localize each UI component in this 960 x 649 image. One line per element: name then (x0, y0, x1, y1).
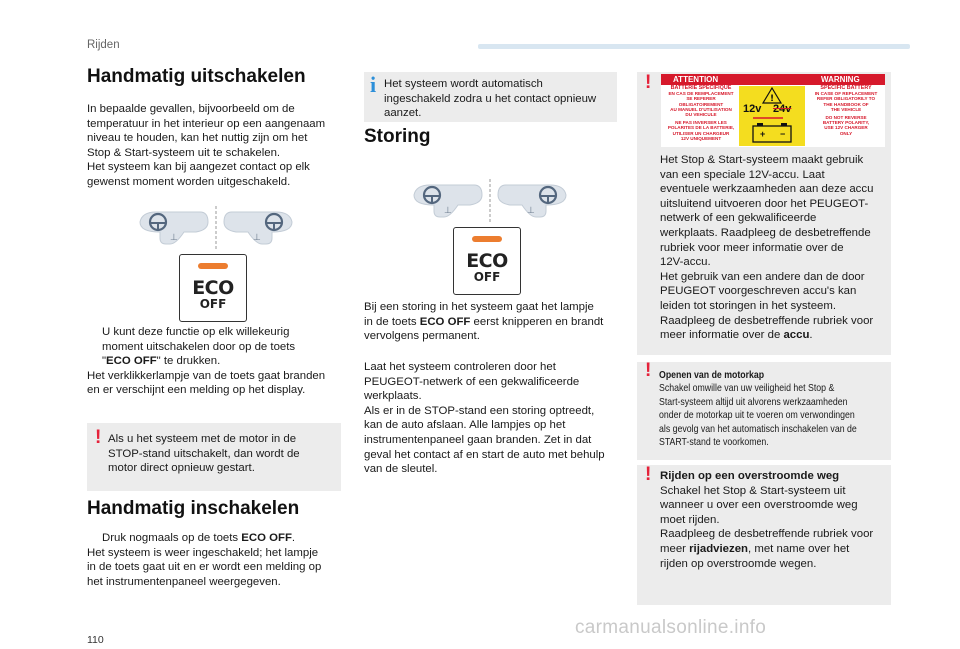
info-icon: i (370, 72, 377, 97)
info-panel-auto-on: i Het systeem wordt automatisch ingeschakeld zodra u het contact opnieuw aanzet. (364, 72, 617, 122)
eco-label: ECO (192, 277, 234, 299)
warning-panel-flood: ! Rijden op een overstroomde weg Schakel het Stop & Start-systeem uit wanneer u over een overstroomde weg moet rijden. Raadpleeg de desbetreffende rubriek voor meer rijadviezen, met name over het rijden op overstroomde wegen. (637, 465, 891, 605)
warning-icon: ! (645, 72, 652, 93)
warning-icon: ! (95, 427, 102, 448)
label-pictogram: ! 12v 24v + − (739, 86, 805, 146)
eco-off-button-image (179, 254, 247, 322)
eco-off-fault-illustration (410, 177, 570, 295)
eco-off-illustration (136, 204, 296, 322)
eco-label: ECO (466, 250, 508, 272)
steering-wheels-icon (410, 177, 570, 227)
heading-fault: Storing (364, 126, 431, 147)
step-enable: Druk nogmaals op de toets ECO OFF. Het systeem is weer ingeschakeld; het lampje in de toets gaat uit en er wordt een melding op het instrumentenpaneel weergegeven. (87, 532, 322, 588)
heading-manual-on: Handmatig inschakelen (87, 498, 300, 519)
heading-manual-off: Handmatig uitschakelen (87, 66, 306, 87)
bonnet-title: Openen van de motorkap (659, 370, 765, 381)
svg-text:⊥: ⊥ (527, 206, 535, 216)
led-indicator (198, 263, 228, 269)
step-disable: U kunt deze functie op elk willekeurig moment uitschakelen door op de toets "ECO OFF" te drukken. Het verklikkerlampje van de toets gaat branden en er verschijnt een melding op het display. (87, 326, 326, 397)
header-bar (478, 44, 910, 49)
flood-title: Rijden op een overstroomde weg (660, 470, 840, 482)
battery-text: Het Stop & Start-systeem maakt gebruik van een speciale 12V-accu. Laat eventuele werkzaamheden aan deze accu uitsluitend uitvoeren door het PEUGEOT- netwerk of een gekwalificeerde werkplaats. Raadpleeg de desbetreffende rubriek voor meer informatie over de 12V-accu. Het gebruik van een andere dan de door PEUGEOT voorgeschreven accu's kan leiden tot storingen in het systeem. Raadpleeg de desbetreffende rubriek voor meer informatie over de accu. (660, 154, 874, 342)
warning-icon: ! (645, 464, 652, 485)
eco-off-button-image (453, 227, 521, 295)
page-number: 110 (87, 634, 104, 646)
battery-icon (739, 86, 805, 146)
bullet-icon (87, 531, 102, 546)
led-indicator (472, 236, 502, 242)
svg-text:⊥: ⊥ (170, 233, 178, 243)
warning-panel-restart: ! Als u het systeem met de motor in de STOP-stand uitschakelt, dan wordt de motor direct opnieuw gestart. (87, 423, 341, 491)
off-label: OFF (199, 297, 227, 311)
svg-text:⊥: ⊥ (444, 206, 452, 216)
bullet-icon (87, 325, 102, 369)
off-label: OFF (473, 270, 501, 284)
warning-panel-battery (637, 72, 891, 355)
warning-panel-bonnet: ! Openen van de motorkap Schakel omwille van uw veiligheid het Stop & Start-systeem altijd uit alvorens werkzaamheden onder de motorkap uit te voeren om verwondingen als gevolg van het automatisch inschakelen van de START-stand te voorkomen. (637, 362, 891, 460)
intro-text: In bepaalde gevallen, bijvoorbeeld om de temperatuur in het interieur op een aangenaam niveau te houden, kan het nuttig zijn om het Stop & Start-systeem uit te schakelen. Het systeem kan bij aangezet contact op elk gewenst moment worden uitgeschakeld. (87, 103, 326, 188)
fault-text-1: Bij een storing in het systeem gaat het lampje in de toets ECO OFF eerst knipperen en brandt vervolgens permanent. (364, 301, 604, 343)
warning-icon: ! (645, 360, 652, 381)
battery-warning-label: ATTENTION WARNING BATTERIE SPECIFIQUE EN CAS DE REMPLACEMENT SE REFERER OBLIGATOIREMENT AU MANUEL D'UTILISATION DU VEHICULE NE PAS INVERSER LES POLARITES DE LA BATTERIE, UTILISER UN CHARGEUR 12V UNIQUEMENT ! 12v 24v + − SPECIFIC BATTERY IN CASE OF REPLACEMENT REFER OBLIGATORILY TO THE HANDBOOK OF THE VEHICLE DO NOT REVERSE BATTERY POLARITY, USE 12V CHARGER ONLY (661, 74, 885, 147)
fault-text-2: Laat het systeem controleren door het PEUGEOT-netwerk of een gekwalificeerde werkplaats. Als er in de STOP-stand een storing optreedt, kan de auto afslaan. Alle lampjes op het instrumentenpaneel gaan branden. Zet in dat geval het contact af en start de auto met behulp van de sleutel. (364, 361, 605, 476)
svg-text:⊥: ⊥ (253, 233, 261, 243)
steering-wheels-icon (136, 204, 296, 254)
label-en-text: SPECIFIC BATTERY IN CASE OF REPLACEMENT REFER OBLIGATORILY TO THE HANDBOOK OF THE VEHICLE DO NOT REVERSE BATTERY POLARITY, USE 12V CHARGER ONLY (814, 85, 878, 136)
watermark: carmanualsonline.info (575, 617, 767, 638)
label-fr-text: BATTERIE SPECIFIQUE EN CAS DE REMPLACEMENT SE REFERER OBLIGATOIREMENT AU MANUEL D'UTILISATION DU VEHICULE NE PAS INVERSER LES POLARITES DE LA BATTERIE, UTILISER UN CHARGEUR 12V UNIQUEMENT (667, 85, 735, 141)
svg-text:!: ! (770, 94, 775, 104)
section-title: Rijden (87, 39, 120, 51)
